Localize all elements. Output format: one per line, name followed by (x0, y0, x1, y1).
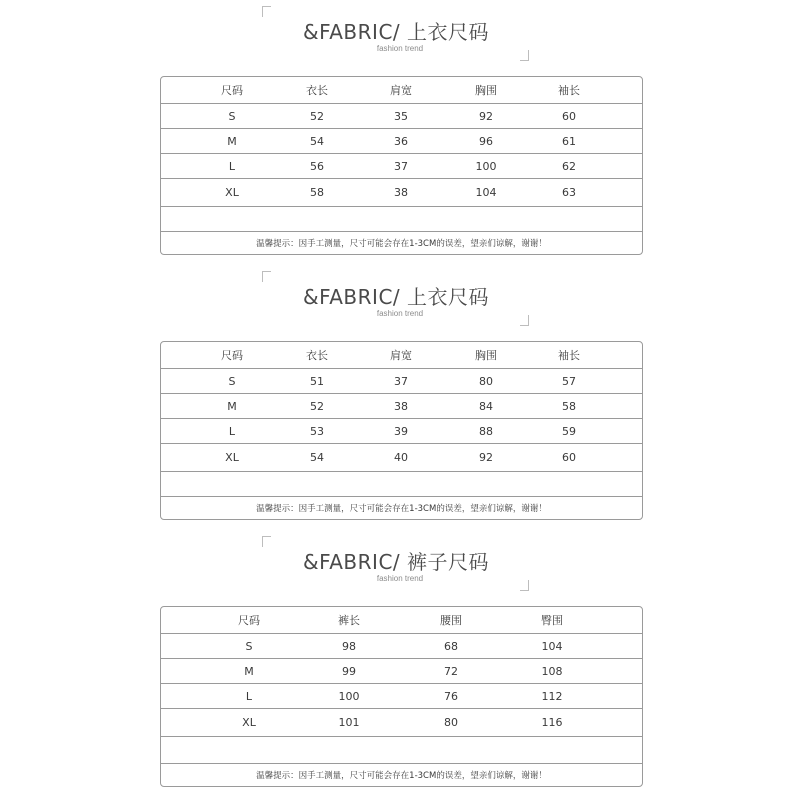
table-row (161, 684, 642, 709)
section-subtitle: fashion trend (376, 44, 424, 53)
table-cell: 63 (562, 186, 576, 199)
table-row (161, 104, 642, 129)
table-cell: 57 (562, 374, 576, 388)
table-cell: L (228, 424, 236, 438)
table-cell: 51 (310, 374, 324, 388)
table-header-row (161, 342, 642, 369)
table-cell: 104 (541, 639, 563, 653)
header-cell: 尺码 (221, 84, 243, 97)
size-section-pants (0, 530, 800, 800)
table-header-row (161, 77, 642, 104)
table-cell: 99 (342, 664, 356, 678)
header-cell: 衣长 (306, 349, 328, 362)
header-cell: 尺码 (238, 614, 260, 627)
table-cell: XL (225, 451, 239, 464)
table-empty-row (161, 472, 642, 497)
table-cell: 36 (394, 134, 408, 148)
table-cell: 76 (444, 689, 458, 703)
table-cell: 53 (310, 424, 324, 438)
heading-corner-mark (520, 580, 529, 591)
table-cell: 108 (541, 664, 563, 678)
table-cell: 38 (394, 399, 408, 413)
header-cell: 肩宽 (390, 349, 412, 362)
table-empty-row (161, 737, 642, 764)
table-cell: 60 (562, 451, 576, 464)
size-table (160, 76, 643, 255)
table-cell: 116 (541, 716, 563, 729)
size-section-tops-1 (0, 0, 800, 265)
heading-corner-mark (520, 315, 529, 326)
header-cell: 衣长 (306, 84, 328, 97)
size-table (160, 606, 643, 787)
table-cell: 61 (562, 134, 576, 148)
table-cell: 98 (342, 639, 356, 653)
section-title: &FABRIC/ 上衣尺码 (302, 20, 490, 44)
table-row (161, 659, 642, 684)
table-cell: 92 (479, 109, 493, 123)
table-cell: 100 (475, 159, 497, 173)
table-cell: 52 (310, 399, 324, 413)
section-heading (0, 265, 800, 325)
table-cell: 92 (479, 451, 493, 464)
table-cell: S (228, 374, 236, 388)
table-cell: 54 (310, 134, 324, 148)
measurement-note: 温馨提示：因手工测量，尺寸可能会存在1-3CM的误差，望亲们谅解，谢谢！ (256, 770, 547, 781)
table-cell: 84 (479, 399, 493, 413)
header-cell: 臀围 (541, 614, 563, 627)
size-table (160, 341, 643, 520)
table-cell: 37 (394, 374, 408, 388)
table-row (161, 444, 642, 472)
table-cell: 72 (444, 664, 458, 678)
header-cell: 裤长 (338, 614, 360, 627)
table-row (161, 394, 642, 419)
measurement-note: 温馨提示：因手工测量，尺寸可能会存在1-3CM的误差，望亲们谅解，谢谢！ (256, 238, 547, 249)
section-subtitle: fashion trend (376, 309, 424, 318)
table-cell: L (228, 159, 236, 173)
table-row (161, 634, 642, 659)
table-header-row (161, 607, 642, 634)
header-cell: 胸围 (475, 84, 497, 97)
section-heading (0, 530, 800, 590)
heading-corner-mark (520, 50, 529, 61)
table-cell: 80 (479, 374, 493, 388)
table-cell: M (227, 399, 237, 413)
table-cell: 101 (338, 716, 360, 729)
section-subtitle: fashion trend (376, 574, 424, 583)
size-section-tops-2 (0, 265, 800, 530)
table-cell: 52 (310, 109, 324, 123)
table-cell: 58 (310, 186, 324, 199)
table-row (161, 419, 642, 444)
table-row (161, 179, 642, 207)
table-row (161, 129, 642, 154)
table-cell: 39 (394, 424, 408, 438)
table-cell: 54 (310, 451, 324, 464)
table-row (161, 369, 642, 394)
table-cell: 59 (562, 424, 576, 438)
table-cell: M (244, 664, 254, 678)
table-cell: M (227, 134, 237, 148)
table-cell: XL (225, 186, 239, 199)
table-cell: 58 (562, 399, 576, 413)
table-cell: S (228, 109, 236, 123)
section-title: &FABRIC/ 裤子尺码 (302, 550, 490, 574)
header-cell: 尺码 (221, 349, 243, 362)
table-cell: 38 (394, 186, 408, 199)
table-cell: 62 (562, 159, 576, 173)
header-cell: 袖长 (558, 84, 580, 97)
table-cell: 112 (541, 689, 563, 703)
header-cell: 袖长 (558, 349, 580, 362)
table-row (161, 709, 642, 737)
table-cell: 80 (444, 716, 458, 729)
header-cell: 腰围 (440, 614, 462, 627)
table-empty-row (161, 207, 642, 232)
table-cell: 68 (444, 639, 458, 653)
table-cell: 60 (562, 109, 576, 123)
table-cell: 56 (310, 159, 324, 173)
table-cell: 35 (394, 109, 408, 123)
header-cell: 胸围 (475, 349, 497, 362)
section-title: &FABRIC/ 上衣尺码 (302, 285, 490, 309)
table-cell: S (245, 639, 253, 653)
section-heading (0, 0, 800, 60)
table-cell: 100 (338, 689, 360, 703)
table-cell: L (245, 689, 253, 703)
table-cell: 88 (479, 424, 493, 438)
table-cell: XL (242, 716, 256, 729)
table-cell: 96 (479, 134, 493, 148)
header-cell: 肩宽 (390, 84, 412, 97)
table-cell: 104 (475, 186, 497, 199)
table-cell: 37 (394, 159, 408, 173)
table-row (161, 154, 642, 179)
table-cell: 40 (394, 451, 408, 464)
measurement-note: 温馨提示：因手工测量，尺寸可能会存在1-3CM的误差，望亲们谅解，谢谢！ (256, 503, 547, 514)
